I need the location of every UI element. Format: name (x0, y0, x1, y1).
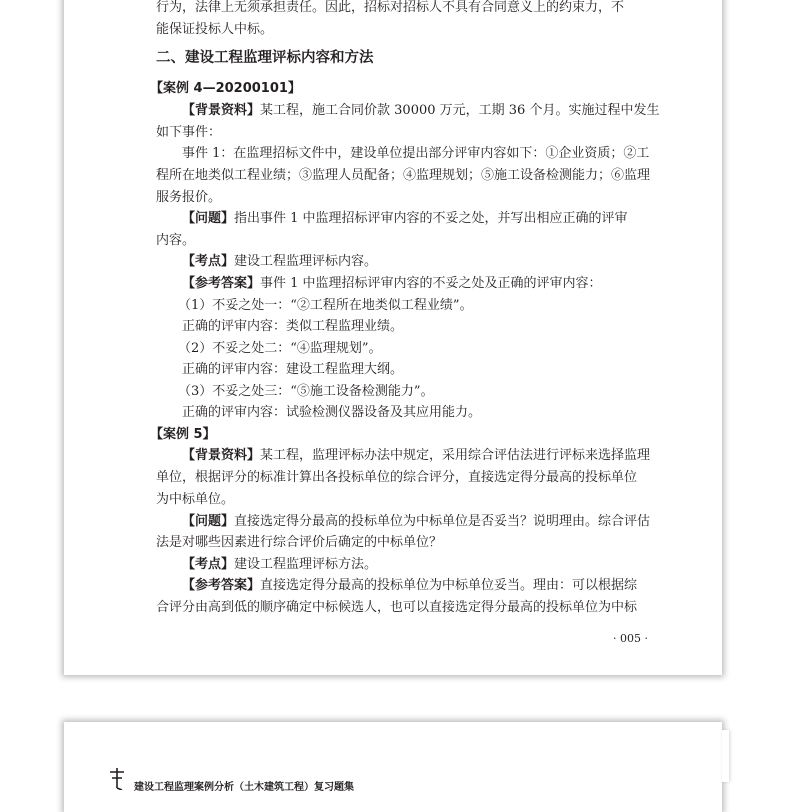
paragraph-line: 事件 1：在监理招标文件中，建设单位提出部分评审内容如下：①企业资质；②工 (182, 146, 650, 161)
question-text: 直接选定得分最高的投标单位为中标单位是否妥当？说明理由。综合评估 (234, 514, 651, 529)
keypoint-tag: 【考点】 (182, 557, 235, 572)
answer-text: 事件 1 中监理招标评审内容的不妥之处及正确的评审内容： (260, 276, 602, 291)
paragraph-line: 为中标单位。 (156, 492, 235, 507)
paragraph-line (182, 448, 678, 464)
paragraph-line (182, 211, 678, 227)
question-text: 指出事件 1 中监理招标评审内容的不妥之处，并写出相应正确的评审 (234, 211, 628, 226)
page-edge (722, 730, 729, 782)
paragraph-line: 内容。 (156, 233, 196, 248)
paragraph-line: 合评分由高到低的顺序确定中标候选人，也可以直接选定得分最高的投标单位为中标 (156, 600, 638, 615)
paragraph-line: 单位，根据评分的标准计算出各投标单位的综合评分，直接选定得分最高的投标单位 (156, 470, 638, 485)
paragraph-line: 如下事件： (156, 125, 222, 140)
text-line: 能保证投标人中标。 (156, 22, 274, 37)
answer-item: （3）不妥之处三：“⑤施工设备检测能力”。 (178, 384, 434, 399)
paragraph-line: 服务报价。 (156, 190, 222, 205)
paragraph-line (182, 557, 678, 573)
answer-tag: 【参考答案】 (182, 578, 261, 593)
answer-item: 正确的评审内容：试验检测仪器设备及其应用能力。 (182, 405, 482, 420)
answer-item: （1）不妥之处一：“②工程所在地类似工程业绩”。 (178, 298, 473, 313)
keypoint-text: 建设工程监理评标内容。 (234, 254, 378, 269)
page-number: · 005 · (613, 632, 648, 645)
case-label: 【案例 4—20200101】 (150, 81, 301, 96)
answer-item: （2）不妥之处二：“④监理规划”。 (178, 341, 382, 356)
document-page-1 (64, 0, 722, 675)
paragraph-line (182, 254, 678, 270)
answer-item: 正确的评审内容：建设工程监理大纲。 (182, 362, 404, 377)
question-tag: 【问题】 (182, 211, 235, 226)
background-text: 某工程，监理评标办法中规定，采用综合评估法进行评标来选择监理 (260, 448, 651, 463)
answer-text: 直接选定得分最高的投标单位为中标单位妥当。理由：可以根据综 (260, 578, 638, 593)
paragraph-line (182, 103, 678, 119)
document-page-2 (64, 722, 722, 812)
paragraph-line (182, 514, 678, 530)
keypoint-tag: 【考点】 (182, 254, 235, 269)
paragraph-line (182, 578, 678, 594)
keypoint-text: 建设工程监理评标方法。 (234, 557, 378, 572)
paragraph-line: 程所在地类似工程业绩；③监理人员配备；④监理规划；⑤施工设备检测能力；⑥监理 (156, 168, 651, 183)
answer-tag: 【参考答案】 (182, 276, 261, 291)
case-label: 【案例 5】 (150, 427, 216, 442)
question-tag: 【问题】 (182, 514, 235, 529)
running-header: 建设工程监理案例分析（土木建筑工程）复习题集 (134, 782, 354, 793)
background-tag: 【背景资料】 (182, 448, 261, 463)
text-line: 行为，法律上无须承担责任。因此，招标对招标人不具有合同意义上的约束力，不 (156, 0, 625, 15)
section-heading: 二、建设工程监理评标内容和方法 (156, 50, 374, 66)
paragraph-line (182, 276, 678, 292)
corner-ornament-icon (108, 766, 128, 790)
background-tag: 【背景资料】 (182, 103, 261, 118)
answer-item: 正确的评审内容：类似工程监理业绩。 (182, 319, 404, 334)
paragraph-line: 法是对哪些因素进行综合评价后确定的中标单位？ (156, 535, 443, 550)
background-text: 某工程，施工合同价款 30000 万元，工期 36 个月。实施过程中发生 (260, 103, 660, 118)
